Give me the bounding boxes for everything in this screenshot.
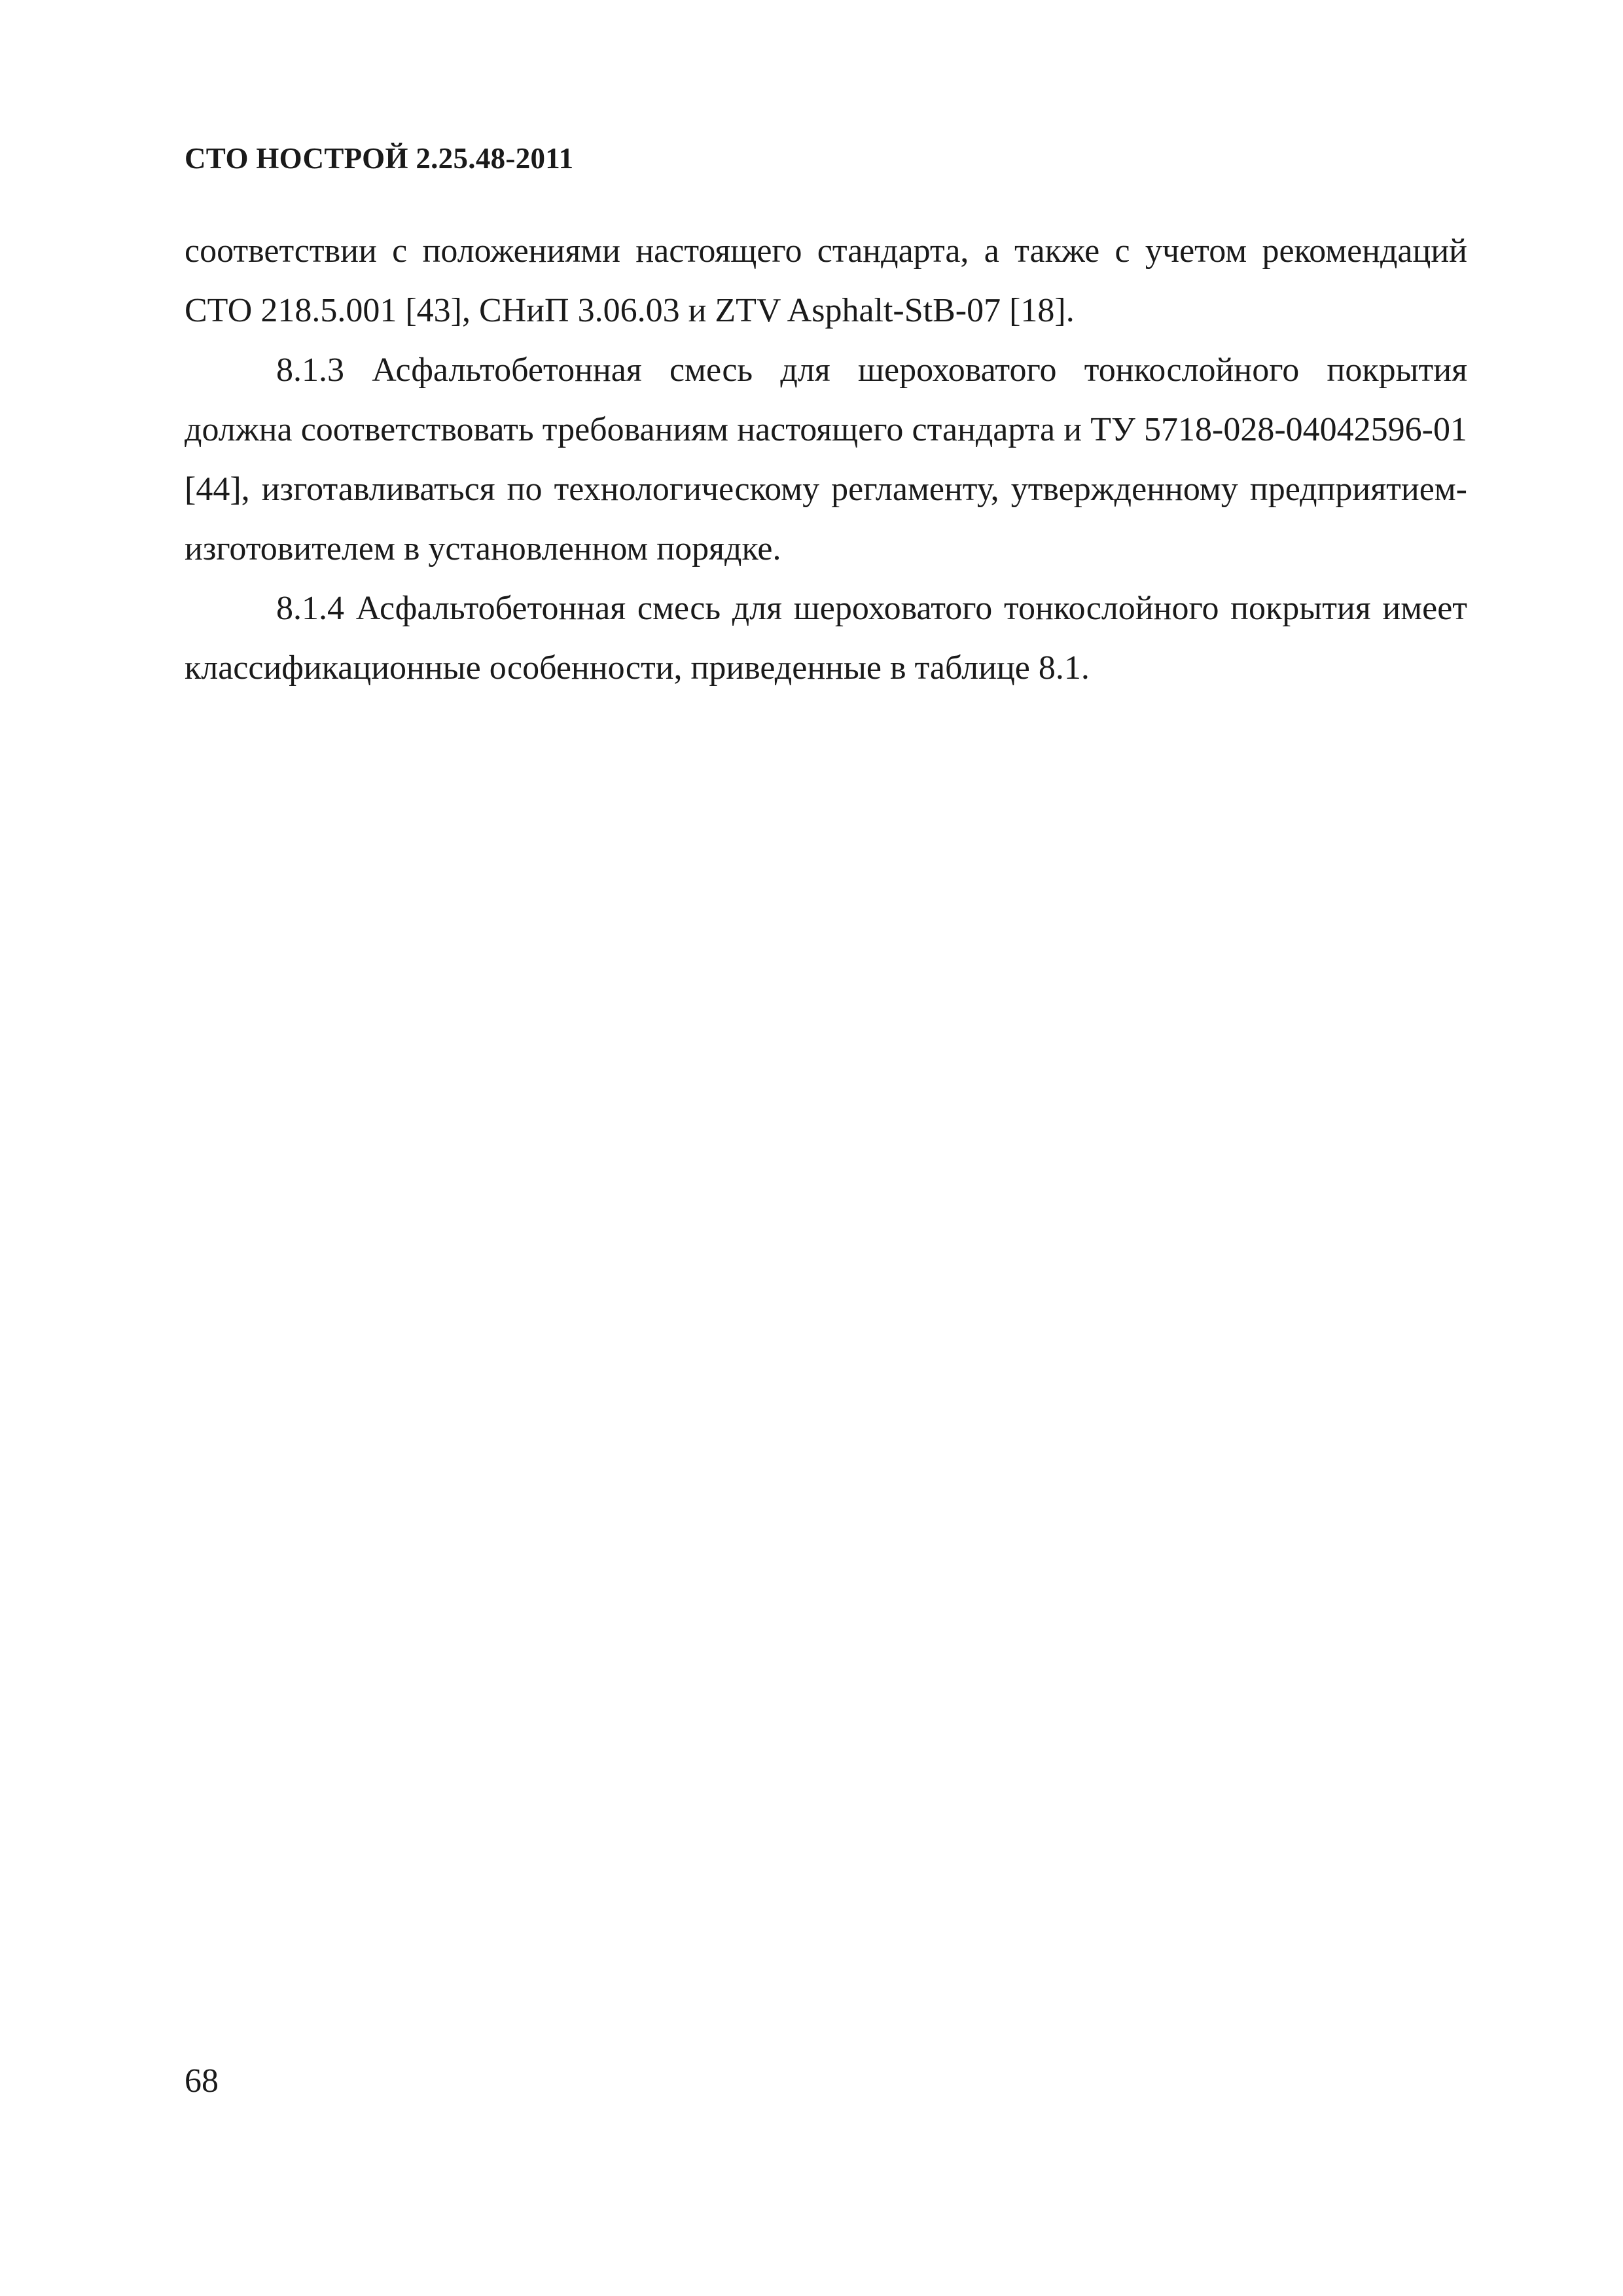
paragraph-8-1-4: 8.1.4 Асфальтобетонная смесь для шероховатого тонкослойного покрытия имеет классификационные особенности, приведенные в таблице 8.1.: [185, 590, 1467, 687]
page-number: 68: [185, 2062, 219, 2100]
body-text: [185, 221, 1467, 698]
document-header-title: СТО НОСТРОЙ 2.25.48-2011: [185, 142, 574, 175]
paragraph-8-1-3: 8.1.3 Асфальтобетонная смесь для шероховатого тонкослойного покрытия должна соответствовать требованиям настоящего стандарта и ТУ 5718-028-04042596-01 [44], изготавливаться по технологическому регламенту, утвержденному предприятием-изготовителем в установленном порядке.: [185, 351, 1467, 567]
paragraph-continuation: соответствии с положениями настоящего стандарта, а также с учетом рекомендаций СТО 218.5.001 [43], СНиП 3.06.03 и ZTV Asphalt-StB-07 [18].: [185, 232, 1467, 329]
